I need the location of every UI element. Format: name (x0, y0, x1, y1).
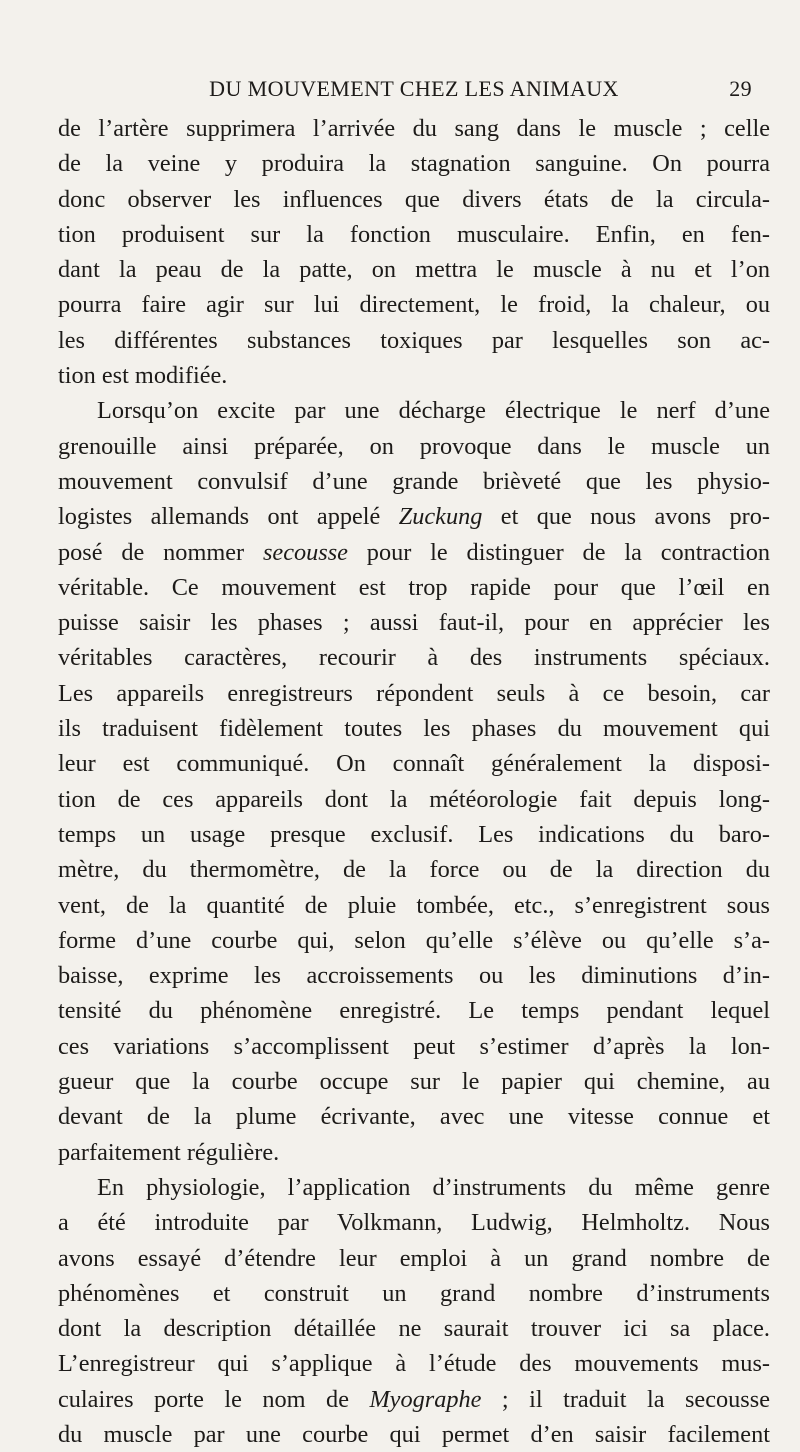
text-line: leur est communiqué. On connaît généralement la disposi- (58, 750, 770, 778)
text-line: donc observer les influences que divers états de la circula- (58, 185, 770, 213)
text-line: dont la description détaillée ne saurait trouver ici sa place. (58, 1315, 770, 1343)
text-line: temps un usage presque exclusif. Les indications du baro- (58, 820, 770, 848)
text-line: parfaitement régulière. (58, 1138, 280, 1166)
text-line: logistes allemands ont appelé Zuckung et que nous avons pro- (58, 503, 770, 531)
text-line: phénomènes et construit un grand nombre d’instruments (58, 1279, 770, 1307)
text-line: Lorsqu’on excite par une décharge électrique le nerf d’une (97, 397, 770, 425)
running-head (58, 76, 770, 106)
text-line: culaires porte le nom de Myographe ; il traduit la secousse (58, 1385, 770, 1413)
page-number: 29 (729, 76, 752, 101)
text-line: tion produisent sur la fonction musculaire. Enfin, en fen- (58, 220, 770, 248)
text-line: tensité du phénomène enregistré. Le temps pendant lequel (58, 997, 770, 1025)
paragraph-1 (58, 111, 770, 393)
running-title: DU MOUVEMENT CHEZ LES ANIMAUX (209, 76, 619, 101)
text-line: Les appareils enregistreurs répondent seuls à ce besoin, car (58, 679, 770, 707)
text-line: véritable. Ce mouvement est trop rapide pour que l’œil en (58, 573, 770, 601)
text-line: vent, de la quantité de pluie tombée, etc., s’enregistrent sous (58, 891, 770, 919)
text-line: forme d’une courbe qui, selon qu’elle s’élève ou qu’elle s’a- (58, 926, 770, 954)
text-line: En physiologie, l’application d’instruments du même genre (97, 1173, 770, 1201)
text-line: L’enregistreur qui s’applique à l’étude des mouvements mus- (58, 1350, 770, 1378)
text-line: ces variations s’accomplissent peut s’estimer d’après la lon- (58, 1032, 770, 1060)
text-line: grenouille ainsi préparée, on provoque dans le muscle un (58, 432, 770, 460)
text-line: véritables caractères, recourir à des instruments spéciaux. (58, 644, 770, 672)
text-line: du muscle par une courbe qui permet d’en saisir facilement (58, 1420, 770, 1448)
paragraph-3 (58, 1170, 770, 1452)
text-line: baisse, exprime les accroissements ou les diminutions d’in- (58, 962, 770, 990)
text-line: mètre, du thermomètre, de la force ou de la direction du (58, 856, 770, 884)
paragraph-2 (58, 393, 770, 1170)
text-line: de l’artère supprimera l’arrivée du sang dans le muscle ; celle (58, 115, 770, 142)
text-line: gueur que la courbe occupe sur le papier qui chemine, au (58, 1068, 770, 1096)
text-line: tion est modifiée. (58, 362, 228, 390)
text-line: les différentes substances toxiques par lesquelles son ac- (58, 326, 770, 354)
text-line: devant de la plume écrivante, avec une vitesse connue et (58, 1103, 770, 1131)
text-line: ils traduisent fidèlement toutes les phases du mouvement qui (58, 715, 770, 743)
text-line: de la veine y produira la stagnation sanguine. On pourra (58, 150, 770, 178)
text-line: puisse saisir les phases ; aussi faut-il, pour en apprécier les (58, 609, 770, 637)
text-line: avons essayé d’étendre leur emploi à un grand nombre de (58, 1244, 770, 1272)
body-text (58, 111, 770, 1452)
text-line: mouvement convulsif d’une grande brièveté que les physio- (58, 467, 770, 495)
text-line: dant la peau de la patte, on mettra le muscle à nu et l’on (58, 256, 770, 284)
text-line: pourra faire agir sur lui directement, le froid, la chaleur, ou (58, 291, 770, 319)
text-line: a été introduite par Volkmann, Ludwig, Helmholtz. Nous (58, 1209, 770, 1237)
text-line: tion de ces appareils dont la météorologie fait depuis long- (58, 785, 770, 813)
text-line: posé de nommer secousse pour le distinguer de la contraction (58, 538, 770, 566)
